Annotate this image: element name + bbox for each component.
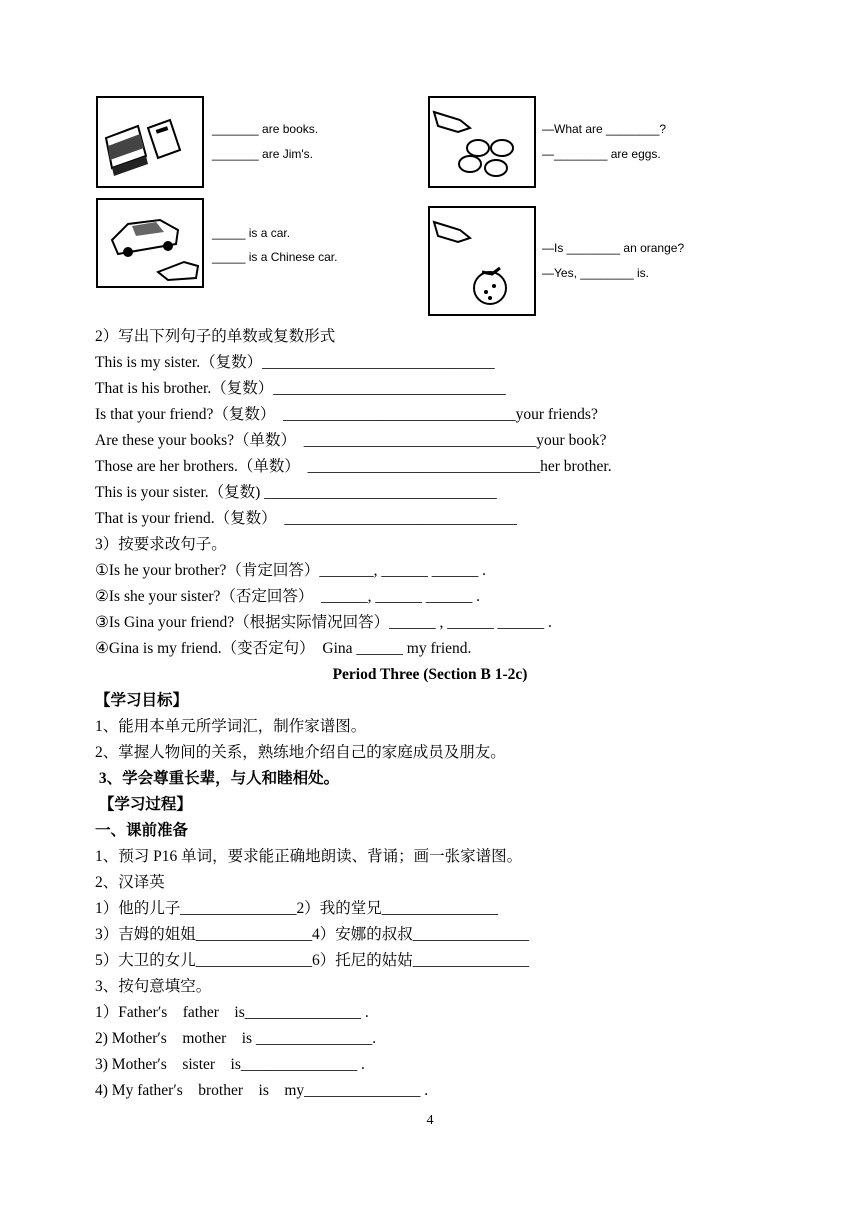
exercise-line: That is your friend.（复数） ______________________________ <box>95 510 517 527</box>
section-2-heading: 2）写出下列句子的单数或复数形式 <box>95 328 336 345</box>
car-picture <box>96 198 204 288</box>
exercise-line: 3）吉姆的姐姐_______________4）安娜的叔叔_______________ <box>95 926 530 943</box>
eggs-caption-2: —________ are eggs. <box>542 147 661 161</box>
exercise-line: 3) Mother′s sister is_______________ . <box>95 1056 365 1073</box>
eggs-illustration <box>430 98 534 186</box>
exercise-line: Those are her brothers.（单数） ______________________________her brother. <box>95 458 612 475</box>
exercise-line: This is my sister.（复数）______________________________ <box>95 354 495 371</box>
process-heading: 【学习过程】 <box>95 796 192 813</box>
orange-caption-2: —Yes, ________ is. <box>542 266 649 280</box>
period-title: Period Three (Section B 1-2c) <box>332 666 528 683</box>
page-number: 4 <box>426 1113 434 1128</box>
books-caption-1: _______ are books. <box>212 122 319 136</box>
task-line: 2、汉译英 <box>95 874 165 891</box>
exercise-line: 1）Father′s father is_______________ . <box>95 1004 369 1021</box>
exercise-line: This is your sister.（复数) ______________________________ <box>95 484 497 501</box>
objective-item: 2、掌握人物间的关系，熟练地介绍自己的家庭成员及朋友。 <box>95 744 506 761</box>
car-caption-2: _____ is a Chinese car. <box>212 250 338 264</box>
exercise-line: That is his brother.（复数）______________________________ <box>95 380 506 397</box>
task-line: 1、预习 P16 单词，要求能正确地朗读、背诵；画一张家谱图。 <box>95 848 523 865</box>
exercise-line: 1）他的儿子_______________2）我的堂兄_______________ <box>95 900 499 917</box>
orange-picture <box>428 206 536 316</box>
eggs-caption-1: —What are ________? <box>542 122 667 136</box>
books-caption-2: _______ are Jim's. <box>212 147 314 161</box>
car-illustration <box>98 200 202 286</box>
exercise-line: ②Is she your sister?（否定回答） ______, ______ ______ . <box>95 588 481 605</box>
exercise-line: 5）大卫的女儿_______________6）托尼的姑姑_______________ <box>95 952 530 969</box>
exercise-line: ①Is he your brother?（肯定回答）_______, ______ ______ . <box>95 562 487 579</box>
exercise-line: ④Gina is my friend.（变否定句） Gina ______ my friend. <box>95 640 472 657</box>
exercise-line: Are these your books?（单数） ______________________________your book? <box>95 432 607 449</box>
books-illustration <box>98 98 202 186</box>
objectives-heading: 【学习目标】 <box>95 692 189 709</box>
exercise-line: 2) Mother′s mother is _______________. <box>95 1030 377 1047</box>
objective-item: 1、能用本单元所学词汇，制作家谱图。 <box>95 718 367 735</box>
objective-item: 3、学会尊重长辈，与人和睦相处。 <box>95 770 340 787</box>
orange-caption-1: —Is ________ an orange? <box>542 241 685 255</box>
eggs-picture <box>428 96 536 188</box>
exercise-line: ③Is Gina your friend?（根据实际情况回答）______ , ______ ______ . <box>95 614 552 631</box>
orange-illustration <box>430 208 534 314</box>
preparation-heading: 一、课前准备 <box>95 822 189 839</box>
exercise-line: 4) My father′s brother is my_______________ . <box>95 1082 429 1099</box>
books-picture <box>96 96 204 188</box>
exercise-line: Is that your friend?（复数） ______________________________your friends? <box>95 406 598 423</box>
car-caption-1: _____ is a car. <box>212 226 291 240</box>
section-3-heading: 3）按要求改句子。 <box>95 536 227 553</box>
task-line: 3、按句意填空。 <box>95 978 212 995</box>
